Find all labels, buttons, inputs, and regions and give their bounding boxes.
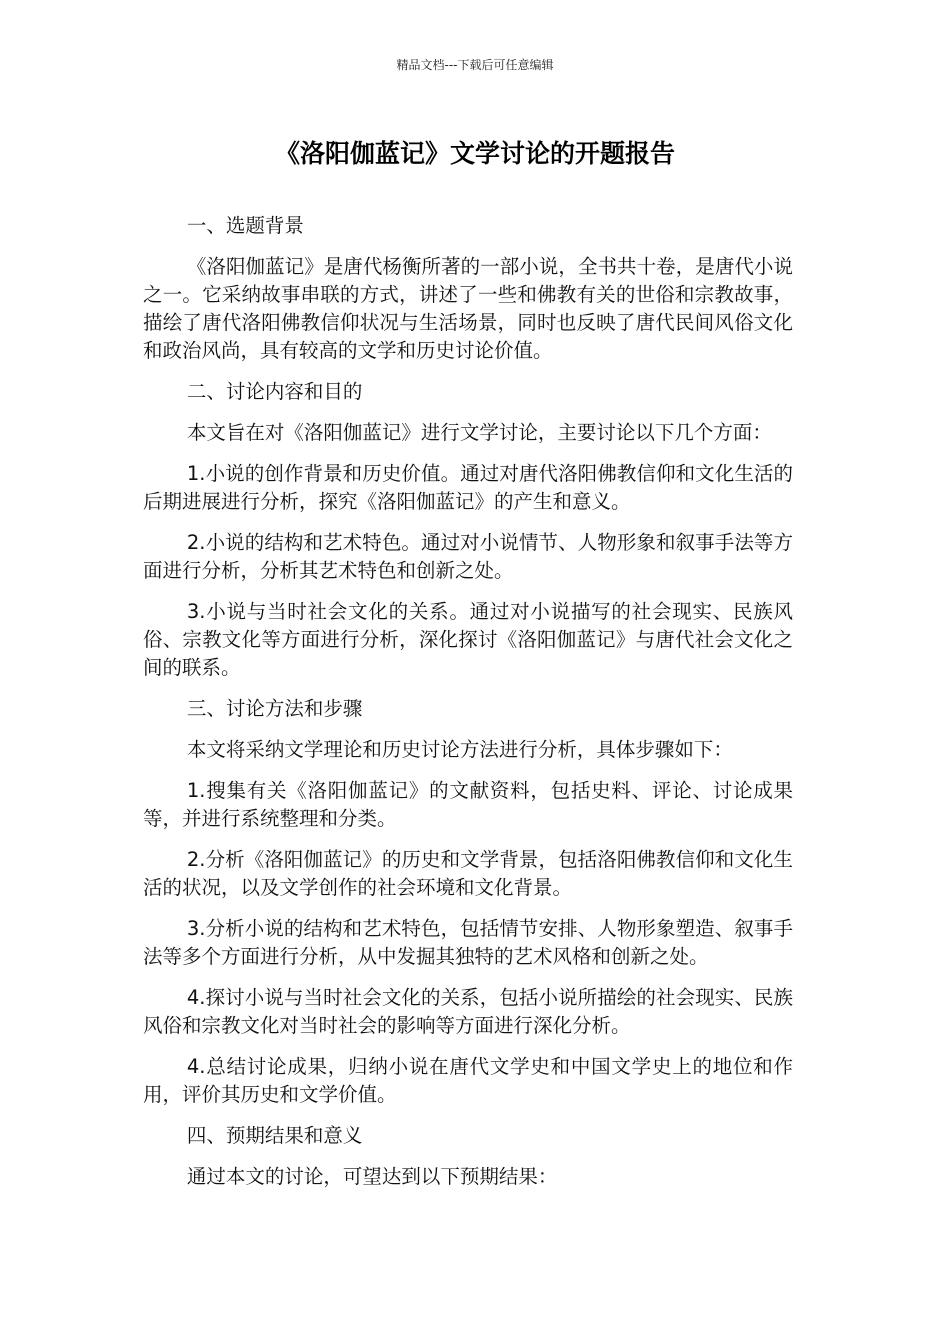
method-step-3: 3.分析小说的结构和艺术特色，包括情节安排、人物形象塑造、叙事手法等多个方面进行分析，从中发掘其独特的艺术风格和创新之处。 xyxy=(143,917,793,968)
section-heading-content: 二、讨论内容和目的 xyxy=(186,380,363,403)
section-heading-methods: 三、讨论方法和步骤 xyxy=(186,697,363,720)
running-header: 精品文档---下载后可任意编辑 xyxy=(396,58,554,72)
content-item-3: 3.小说与当时社会文化的关系。通过对小说描写的社会现实、民族风俗、宗教文化等方面进行分析，深化探讨《洛阳伽蓝记》与唐代社会文化之间的联系。 xyxy=(143,600,793,679)
section-heading-background: 一、选题背景 xyxy=(186,214,304,237)
paragraph-methods-intro: 本文将采纳文学理论和历史讨论方法进行分析，具体步骤如下： xyxy=(186,738,733,761)
method-step-4: 4.探讨小说与当时社会文化的关系，包括小说所描绘的社会现实、民族风俗和宗教文化对当时社会的影响等方面进行深化分析。 xyxy=(143,986,793,1037)
content-item-2: 2.小说的结构和艺术特色。通过对小说情节、人物形象和叙事手法等方面进行分析，分析其艺术特色和创新之处。 xyxy=(143,531,793,582)
method-step-2: 2.分析《洛阳伽蓝记》的历史和文学背景，包括洛阳佛教信仰和文化生活的状况，以及文学创作的社会环境和文化背景。 xyxy=(143,848,793,899)
paragraph-content-intro: 本文旨在对《洛阳伽蓝记》进行文学讨论，主要讨论以下几个方面： xyxy=(186,421,772,444)
method-step-1: 1.搜集有关《洛阳伽蓝记》的文献资料，包括史料、评论、讨论成果等，并进行系统整理和分类。 xyxy=(143,779,793,830)
paragraph-results-intro: 通过本文的讨论，可望达到以下预期结果： xyxy=(186,1165,558,1188)
content-item-1: 1.小说的创作背景和历史价值。通过对唐代洛阳佛教信仰和文化生活的后期进展进行分析，探究《洛阳伽蓝记》的产生和意义。 xyxy=(143,462,793,513)
document-title: 《洛阳伽蓝记》文学讨论的开题报告 xyxy=(274,139,675,168)
document-body xyxy=(143,212,793,1204)
paragraph-background: 《洛阳伽蓝记》是唐代杨衡所著的一部小说，全书共十卷，是唐代小说之一。它采纳故事串联的方式，讲述了一些和佛教有关的世俗和宗教故事，描绘了唐代洛阳佛教信仰状况与生活场景，同时也反映了唐代民间风俗文化和政治风尚，具有较高的文学和历史讨论价值。 xyxy=(143,255,793,362)
section-heading-results: 四、预期结果和意义 xyxy=(186,1124,363,1147)
method-step-5: 4.总结讨论成果，归纳小说在唐代文学史和中国文学史上的地位和作用，评价其历史和文学价值。 xyxy=(143,1055,793,1106)
